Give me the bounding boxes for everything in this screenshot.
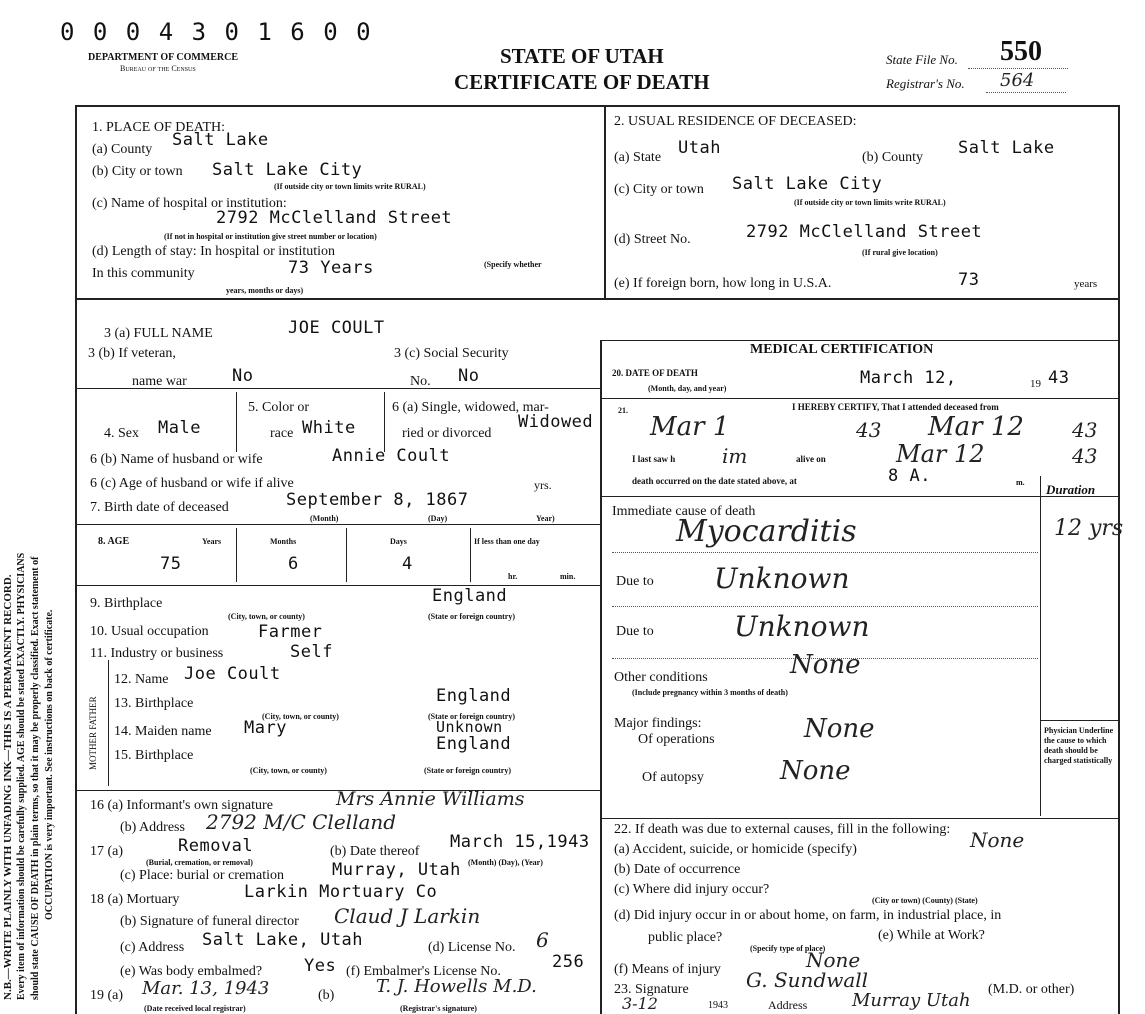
birth: September 8, 1867 (286, 490, 469, 510)
director-label: (b) Signature of funeral director (120, 914, 299, 929)
month-label: (Month) (310, 514, 339, 523)
spouse: Annie Coult (332, 446, 451, 466)
death-city: Salt Lake City (212, 160, 363, 180)
title-certificate: CERTIFICATE OF DEATH (454, 70, 710, 94)
residence-city: Salt Lake City (732, 174, 883, 194)
specify-note-2: years, months or days) (226, 286, 304, 295)
informant-address: 2792 M/C Clelland (206, 810, 397, 834)
occurrence-label: (b) Date of occurrence (614, 862, 741, 877)
mother-birth: England (436, 734, 512, 754)
embalmer-license: 256 (552, 952, 585, 972)
informant-address-label: (b) Address (120, 820, 185, 835)
age-days: 4 (402, 554, 413, 574)
mortuary-address-label: (c) Address (120, 940, 185, 955)
mother-birth-label: 15. Birthplace (114, 748, 194, 763)
father-name-label: 12. Name (114, 672, 169, 687)
death-date-note: (Month, day, and year) (648, 384, 727, 393)
death-year-prefix: 19 (1030, 378, 1041, 390)
disposition-label: 17 (a) (90, 844, 124, 859)
public-place-label: public place? (648, 930, 723, 945)
means-label: (f) Means of injury (614, 962, 721, 977)
immediate-cause-label: Immediate cause of death (612, 504, 756, 519)
signature-date: 3-12 (622, 994, 658, 1013)
death-county-label: (a) County (92, 142, 153, 157)
disposition-date: March 15,1943 (450, 832, 590, 852)
informant-label: 16 (a) Informant's own signature (90, 798, 273, 813)
registrar-signature-label: (b) (318, 988, 335, 1003)
min-label: min. (560, 572, 576, 581)
day-label: (Day) (428, 514, 448, 523)
due-to-2: Unknown (734, 610, 870, 643)
md-label: (M.D. or other) (988, 982, 1075, 997)
license-label: (d) License No. (428, 940, 516, 955)
other-conditions-note: (Include pregnancy within 3 months of death) (632, 688, 788, 697)
where-note: (City or town) (County) (State) (872, 896, 978, 905)
embalmed: Yes (304, 956, 337, 976)
occurred-label: death occurred on the date stated above, at (632, 476, 797, 486)
burial-place: Murray, Utah (332, 860, 461, 880)
full-name-label: 3 (a) FULL NAME (104, 326, 213, 341)
other-conditions-label: Other conditions (614, 670, 708, 685)
sex: Male (158, 418, 201, 438)
foreign-label: (e) If foreign born, how long in U.S.A. (614, 276, 832, 291)
ss-label: 3 (c) Social Security (394, 346, 509, 361)
immediate-cause: Myocarditis (676, 514, 857, 549)
death-county: Salt Lake (172, 130, 269, 150)
due-to-1: Unknown (714, 562, 850, 595)
side-text-4: OCCUPATION is very important. See instructions on back of certificate. (44, 609, 55, 920)
place-of-death-heading: 1. PLACE OF DEATH: (92, 120, 226, 135)
birthplace: England (432, 586, 508, 606)
title-state: STATE OF UTAH (500, 44, 664, 68)
years-col: Years (202, 537, 222, 546)
war: No (232, 366, 254, 386)
attended-from: Mar 1 (650, 412, 730, 442)
maiden-label: 14. Maiden name (114, 724, 212, 739)
due-to-2-label: Due to (616, 624, 654, 639)
specify-note: (Specify whether (484, 260, 542, 269)
lastsaw-date: Mar 12 (896, 440, 985, 468)
ss-no-label: No. (410, 374, 431, 389)
signature-year: 1943 (708, 1000, 728, 1011)
ss: No (458, 366, 480, 386)
death-year: 43 (1048, 368, 1070, 388)
operations: None (804, 714, 875, 744)
registrar-signature-note: (Registrar's signature) (400, 1004, 477, 1013)
embalmer-license-label: (f) Embalmer's License No. (346, 964, 501, 979)
father-birth: England (436, 686, 512, 706)
industry-label: 11. Industry or business (90, 646, 224, 661)
duration-label: Duration (1046, 482, 1096, 497)
marital-label-2: ried or divorced (402, 426, 492, 441)
filed-note: (Date received local registrar) (144, 1004, 246, 1013)
disposition-note: (Burial, cremation, or removal) (146, 858, 253, 867)
residence-street-note: (If rural give location) (862, 248, 938, 257)
autopsy-label: Of autopsy (642, 770, 704, 785)
death-city-label: (b) City or town (92, 164, 183, 179)
autopsy: None (780, 756, 851, 786)
signature-address-label: Address (768, 998, 808, 1012)
father-name: Joe Coult (184, 664, 281, 684)
lastsaw-label: I last saw h (632, 454, 676, 464)
home-label: (d) Did injury occur in or about home, on farm, in industrial place, in (614, 908, 1002, 923)
sex-label: 4. Sex (104, 426, 139, 441)
other-conditions: None (790, 650, 861, 680)
father-birth-note-1: (City, town, or county) (262, 712, 339, 721)
serial-number: 0 0 0 4 3 0 1 6 0 0 (60, 18, 373, 46)
license: 6 (536, 928, 549, 952)
residence-county: Salt Lake (958, 138, 1055, 158)
filed-date: Mar. 13, 1943 (142, 978, 270, 999)
less-label: If less than one day (474, 537, 540, 546)
side-text-2: Every item of information should be carefully supplied. AGE should be stated EXACTLY. PHYSICIANS (16, 552, 27, 1000)
disposition-date-label: (b) Date thereof (330, 844, 420, 859)
bureau-label: Bureau of the Census (120, 64, 196, 73)
stay-label: (d) Length of stay: In hospital or institution (92, 244, 336, 259)
age-label: 8. AGE (98, 536, 130, 547)
age-years: 75 (160, 554, 182, 574)
marital-label: 6 (a) Single, widowed, mar- (392, 400, 549, 415)
registrar-signature: T. J. Howells M.D. (376, 976, 537, 997)
residence-state: Utah (678, 138, 721, 158)
death-time: 8 A. (888, 466, 931, 486)
death-city-note: (If outside city or town limits write RURAL) (274, 182, 426, 191)
external-causes-label: 22. If death was due to external causes, fill in the following: (614, 822, 951, 837)
race: White (302, 418, 356, 438)
means: None (806, 948, 861, 972)
age-months: 6 (288, 554, 299, 574)
days-col: Days (390, 537, 407, 546)
months-col: Months (270, 537, 297, 546)
mortuary-label: 18 (a) Mortuary (90, 892, 180, 907)
birthplace-note-1: (City, town, or county) (228, 612, 305, 621)
maiden-2: Unknown (436, 718, 503, 736)
lastsaw-year: 43 (1072, 444, 1098, 468)
registrar-label: Registrar's No. (886, 76, 965, 91)
spouse-label: 6 (b) Name of husband or wife (90, 452, 263, 467)
full-name: JOE COULT (288, 318, 385, 338)
lastsaw: im (722, 444, 748, 468)
attended-to-year: 43 (1072, 418, 1098, 442)
birthplace-note-2: (State or foreign country) (428, 612, 516, 621)
attended-from-year: 43 (856, 418, 882, 442)
death-date-label: 20. DATE OF DEATH (612, 368, 698, 378)
veteran-label: 3 (b) If veteran, (88, 346, 176, 361)
residence-street-label: (d) Street No. (614, 232, 691, 247)
director-signature: Claud J Larkin (334, 904, 481, 928)
mother-birth-note-2: (State or foreign country) (424, 766, 512, 775)
certify-text: I HEREBY CERTIFY, That I attended deceased from (792, 402, 999, 412)
alive-label: alive on (796, 454, 826, 464)
attended-to: Mar 12 (928, 412, 1024, 442)
parents-label: MOTHER FATHER (88, 696, 98, 770)
mother-birth-note-1: (City, town, or county) (250, 766, 327, 775)
birth-label: 7. Birth date of deceased (90, 500, 229, 515)
residence-street: 2792 McClelland Street (746, 222, 983, 242)
hr-label: hr. (508, 572, 518, 581)
burial-place-label: (c) Place: burial or cremation (120, 868, 285, 883)
war-label: name war (132, 374, 187, 389)
community: 73 Years (288, 258, 374, 278)
spouse-age-label: 6 (c) Age of husband or wife if alive (90, 476, 294, 491)
filed-label: 19 (a) (90, 988, 124, 1003)
foreign-value: 73 (958, 270, 980, 290)
birthplace-label: 9. Birthplace (90, 596, 163, 611)
color-label: 5. Color or (248, 400, 310, 415)
hospital-note: (If not in hospital or institution give street number or location) (164, 232, 377, 241)
major-findings-label: Major findings: (614, 716, 702, 731)
side-text-3: should state CAUSE OF DEATH in plain terms, so that it may be properly classified. Exact statement of (30, 556, 41, 1000)
physician-signature: G. Sundwall (746, 968, 869, 992)
physician-note: Physician Underline the cause to which death should be charged statistically (1044, 726, 1114, 765)
department-label: DEPARTMENT OF COMMERCE (88, 52, 239, 63)
informant-signature: Mrs Annie Williams (336, 788, 525, 810)
hospital-label: (c) Name of hospital or institution: (92, 196, 287, 211)
operations-label: Of operations (638, 732, 715, 747)
residence-city-note: (If outside city or town limits write RURAL) (794, 198, 946, 207)
side-text-1: N.B.—WRITE PLAINLY WITH UNFADING INK—THIS IS A PERMANENT RECORD. (2, 574, 14, 1000)
signature-label: 23. Signature (614, 982, 689, 997)
certify-number: 21. (618, 406, 628, 415)
embalmed-label: (e) Was body embalmed? (120, 964, 263, 979)
where-label: (c) Where did injury occur? (614, 882, 770, 897)
signature-address: Murray Utah (852, 990, 971, 1011)
due-to-1-label: Due to (616, 574, 654, 589)
medical-heading: MEDICAL CERTIFICATION (750, 342, 934, 357)
year-label: Year) (536, 514, 555, 523)
father-birth-label: 13. Birthplace (114, 696, 194, 711)
accident-label: (a) Accident, suicide, or homicide (specify) (614, 842, 857, 857)
mortuary: Larkin Mortuary Co (244, 882, 438, 902)
race-label: race (270, 426, 294, 441)
accident: None (970, 828, 1025, 852)
immediate-duration: 12 yrs (1054, 516, 1124, 541)
residence-state-label: (a) State (614, 150, 662, 165)
marital: Widowed (518, 412, 594, 432)
state-file-label: State File No. (886, 52, 958, 67)
state-file-value: 550 (1000, 36, 1042, 67)
industry: Self (290, 642, 333, 662)
registrar-value: 564 (1000, 70, 1035, 91)
mortuary-address: Salt Lake, Utah (202, 930, 364, 950)
residence-county-label: (b) County (862, 150, 924, 165)
disposition-date-note: (Month) (Day), (Year) (468, 858, 543, 867)
specify-type-note: (Specify type of place) (750, 944, 826, 953)
residence-city-label: (c) City or town (614, 182, 704, 197)
occupation-label: 10. Usual occupation (90, 624, 209, 639)
residence-heading: 2. USUAL RESIDENCE OF DECEASED: (614, 114, 857, 129)
disposition: Removal (178, 836, 254, 856)
years-label: years (1074, 278, 1098, 290)
community-label: In this community (92, 266, 195, 281)
maiden: Mary (244, 718, 287, 738)
death-date: March 12, (860, 368, 957, 388)
while-at-work-label: (e) While at Work? (878, 928, 985, 943)
hospital: 2792 McClelland Street (216, 208, 453, 228)
yrs-label: yrs. (534, 478, 552, 492)
occupation: Farmer (258, 622, 323, 642)
father-birth-note-2: (State or foreign country) (428, 712, 516, 721)
m-label: m. (1016, 478, 1025, 487)
